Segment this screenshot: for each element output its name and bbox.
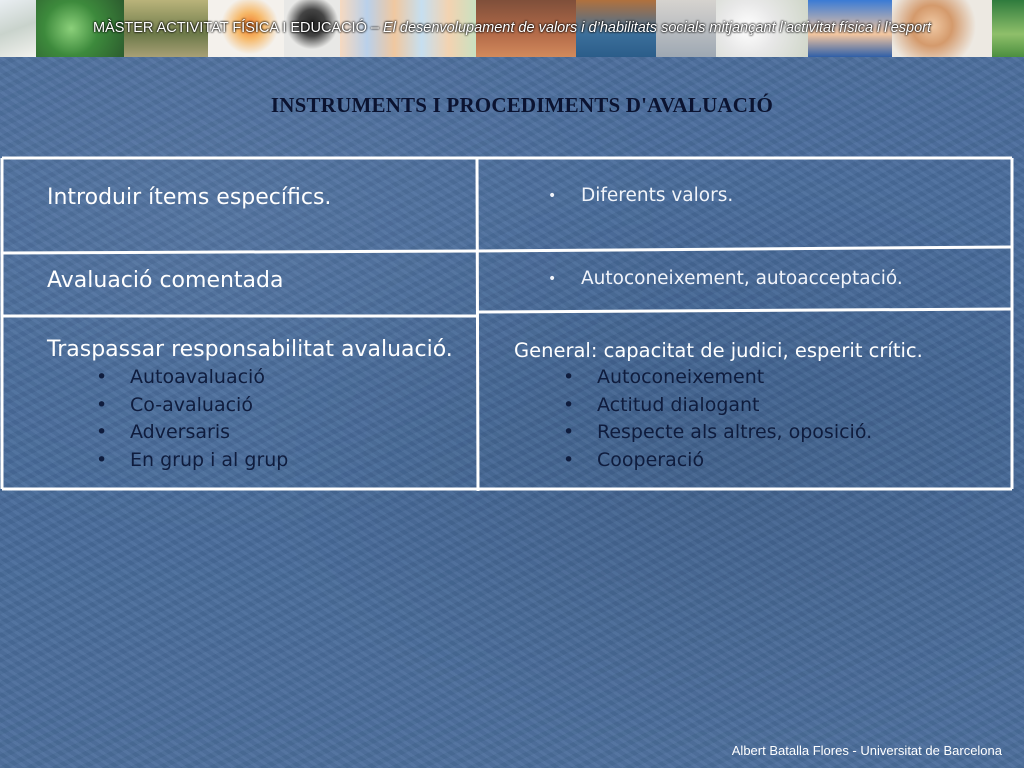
list-item-text: Autoconeixement: [597, 366, 765, 388]
row3-right-list: [563, 364, 872, 474]
banner-caption-subtitle: El desenvolupament de valors i d’habilitats socials mitjançant l’activitat física i l’esport: [383, 20, 932, 36]
footer-credit: Albert Batalla Flores - Universitat de Barcelona: [731, 743, 1002, 758]
list-item-text: Actitud dialogant: [597, 393, 760, 416]
bullet-icon: •: [563, 448, 575, 471]
bullet-icon: •: [96, 448, 108, 471]
row3-left-heading: Traspassar responsabilitat avaluació.: [47, 337, 453, 362]
list-item: [563, 419, 872, 447]
row2-left-text: Avaluació comentada: [47, 268, 284, 293]
list-item-text: Respecte als altres, oposició.: [597, 421, 873, 443]
row1-right-item: [548, 185, 733, 206]
bullet-icon: •: [563, 393, 575, 416]
list-item-text: Autoavaluació: [130, 366, 265, 388]
slide-title: INSTRUMENTS I PROCEDIMENTS D'AVALUACIÓ: [270, 93, 774, 117]
banner-caption-main: MÀSTER ACTIVITAT FÍSICA I EDUCACIÓ: [92, 20, 367, 36]
bullet-icon: •: [96, 366, 108, 388]
list-item: [563, 364, 872, 392]
row3-left-list: [96, 364, 288, 474]
bullet-icon: •: [96, 393, 108, 416]
list-item-text: En grup i al grup: [130, 448, 289, 471]
bullet-icon: •: [563, 421, 575, 443]
table-row-divider: [2, 251, 477, 253]
row2-right-text: Autoconeixement, autoacceptació.: [581, 268, 903, 289]
list-item-text: Adversaris: [130, 421, 231, 443]
list-item: [96, 392, 288, 420]
banner-caption: [0, 20, 1024, 36]
list-item: [563, 392, 872, 420]
table-row-divider: [478, 247, 1012, 251]
banner-caption-separator: –: [366, 20, 383, 36]
bullet-icon: •: [548, 270, 557, 287]
table-row-divider: [478, 309, 1012, 312]
row2-right-item: [548, 268, 903, 289]
bullet-icon: •: [96, 421, 108, 443]
row1-left-text: Introduir ítems específics.: [47, 185, 332, 210]
row1-right-text: Diferents valors.: [581, 185, 734, 206]
list-item: [563, 447, 872, 475]
list-item-text: Co-avaluació: [130, 393, 253, 416]
bullet-icon: •: [548, 187, 557, 204]
list-item-text: Cooperació: [597, 448, 705, 471]
list-item: [96, 447, 288, 475]
table-column-divider: [477, 158, 478, 491]
list-item: [96, 419, 288, 447]
evaluation-table: [0, 156, 1014, 490]
bullet-icon: •: [563, 366, 575, 388]
list-item: [96, 364, 288, 392]
row3-right-heading: General: capacitat de judici, esperit crític.: [514, 339, 923, 362]
